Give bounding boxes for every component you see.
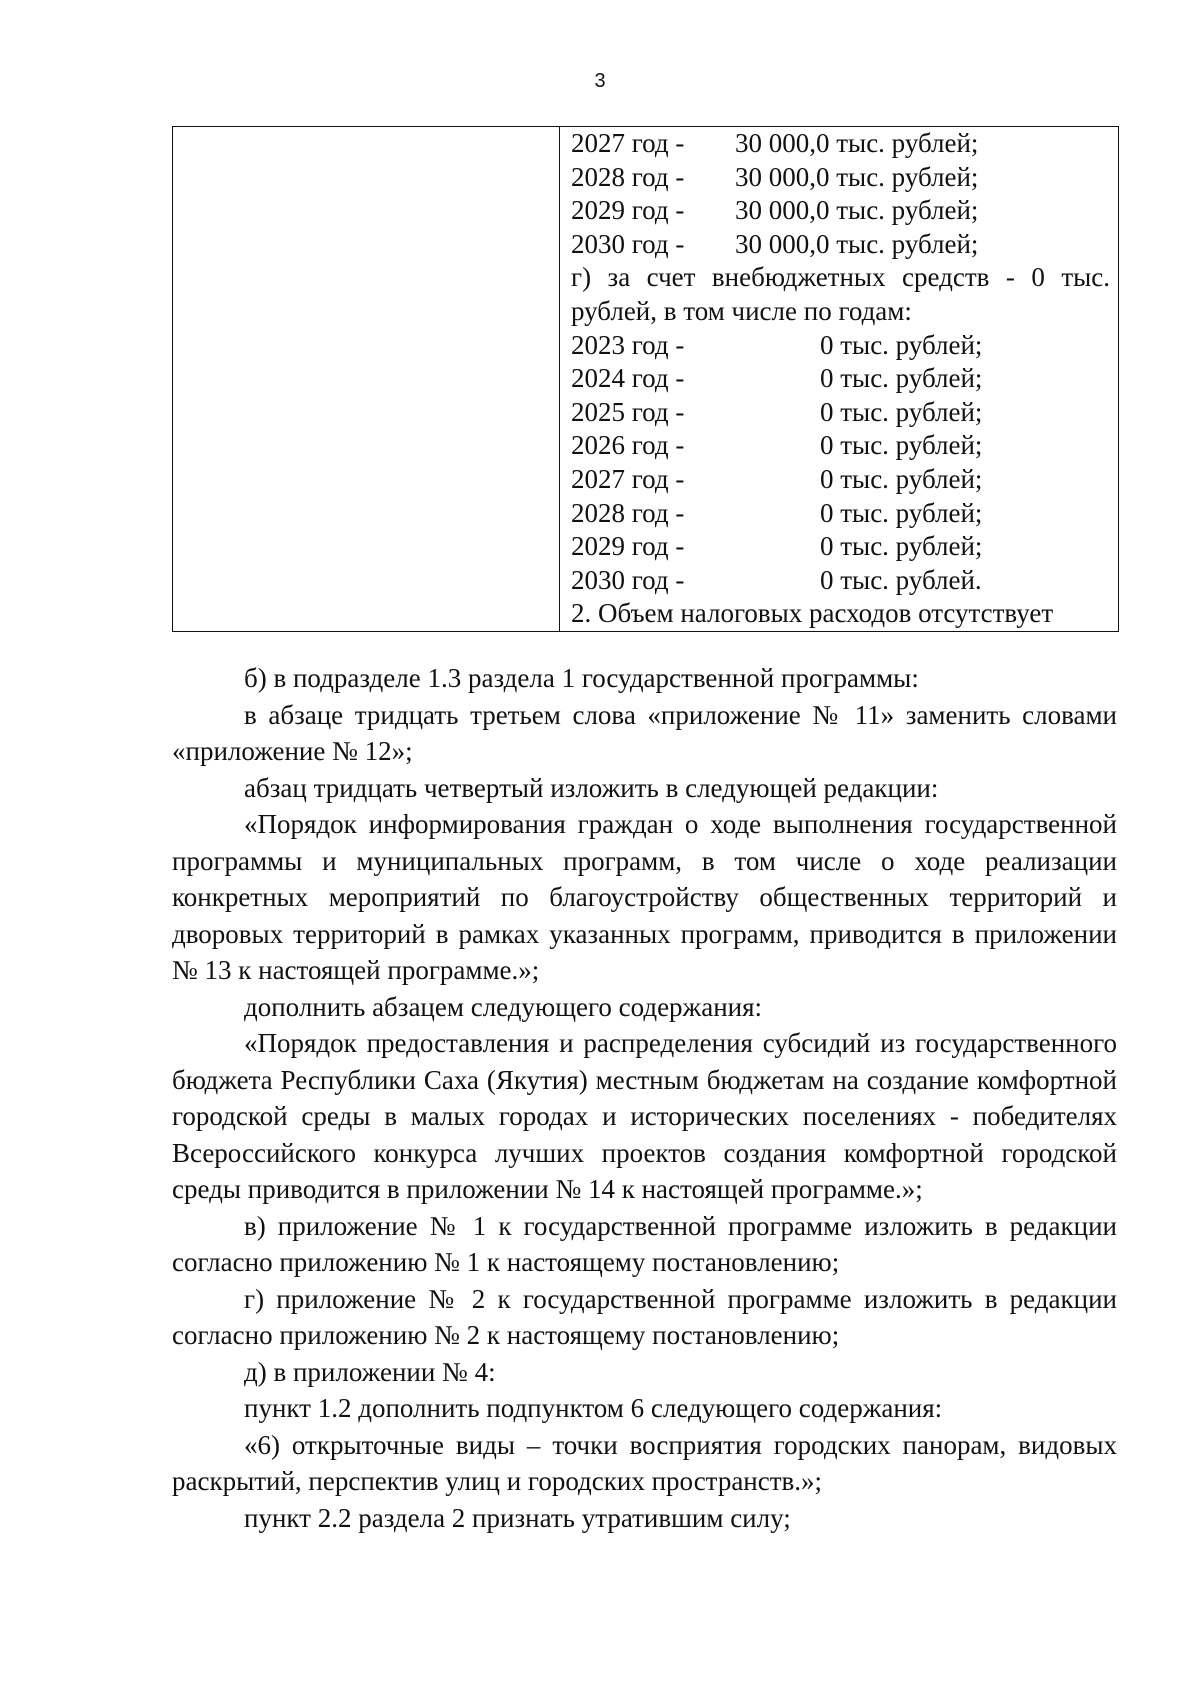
year-amount: 0 тыс. рублей;: [820, 430, 983, 461]
year-label: 2027 год -: [571, 128, 685, 158]
offbudget-year-row: [571, 429, 1110, 463]
year-label: 2030 год -: [571, 228, 685, 259]
paragraph: в) приложение № 1 к государственной программе изложить в редакции согласно приложению № 1 к настоящему постановлению;: [172, 1210, 1117, 1277]
paragraph: «Порядок предоставления и распределения субсидий из государственного бюджета Республики Саха (Якутия) местным бюджетам на создание комфортной городской среды в малых городах и исторических поселениях - победителях Всероссийского конкурса лучших проектов создания комфортной городской среды приводится в приложении № 14 к настоящей программе.»;: [172, 1028, 1117, 1204]
offbudget-heading-line-2: рублей, в том числе по годам:: [571, 295, 912, 326]
year-label: 2027 год -: [571, 463, 685, 494]
paragraph: б) в подразделе 1.3 раздела 1 государственной программы:: [244, 663, 919, 693]
paragraph: в абзаце тридцать третьем слова «приложение № 11» заменить словами «приложение № 12»;: [172, 699, 1117, 766]
tax-expenditure-line: 2. Объем налоговых расходов отсутствует: [571, 598, 1054, 629]
year-label: 2026 год -: [571, 430, 685, 461]
year-label: 2030 год -: [571, 564, 685, 595]
year-label: 2023 год -: [571, 329, 685, 360]
year-label: 2028 год -: [571, 161, 685, 192]
paragraph: абзац тридцать четвертый изложить в следующей редакции:: [244, 772, 939, 803]
table-right-cell: [560, 127, 1119, 632]
year-label: 2028 год -: [571, 497, 685, 528]
offbudget-year-row: [571, 362, 1110, 396]
year-amount: 0 тыс. рублей;: [820, 329, 983, 360]
year-amount: 30 000,0 тыс. рублей;: [735, 161, 979, 192]
year-amount: 0 тыс. рублей;: [820, 363, 983, 394]
year-amount: 0 тыс. рублей;: [820, 396, 983, 427]
table-row: [173, 127, 1119, 632]
offbudget-year-row: [571, 329, 1110, 363]
year-label: 2029 год -: [571, 195, 685, 226]
year-label: 2025 год -: [571, 396, 685, 427]
year-amount: 0 тыс. рублей;: [820, 531, 983, 562]
year-amount: 30 000,0 тыс. рублей;: [735, 128, 979, 158]
paragraph: пункт 1.2 дополнить подпунктом 6 следующего содержания:: [244, 1393, 943, 1423]
page-number: 3: [594, 70, 606, 92]
funding-year-row: [571, 161, 1110, 195]
offbudget-year-row: [571, 463, 1110, 497]
funding-table: [172, 126, 1119, 632]
offbudget-year-row: [571, 530, 1110, 564]
table-left-cell: [173, 127, 560, 632]
paragraph: пункт 2.2 раздела 2 признать утратившим силу;: [244, 1502, 791, 1533]
paragraph: д) в приложении № 4:: [244, 1356, 496, 1387]
year-label: 2029 год -: [571, 531, 685, 562]
year-amount: 0 тыс. рублей.: [820, 564, 982, 595]
funding-year-row: [571, 194, 1110, 228]
funding-year-row: [571, 127, 1110, 161]
paragraph: «Порядок информирования граждан о ходе выполнения государственной программы и муниципальных программ, в том числе о ходе реализации конкретных мероприятий по благоустройству общественных территорий и дворовых территорий в рамках указанных программ, приводится в приложении № 13 к настоящей программе.»;: [172, 809, 1117, 985]
offbudget-year-row: [571, 396, 1110, 430]
funding-year-row: [571, 228, 1110, 262]
year-label: 2024 год -: [571, 363, 685, 394]
year-amount: 0 тыс. рублей;: [820, 497, 983, 528]
year-amount: 30 000,0 тыс. рублей;: [735, 195, 979, 226]
offbudget-year-row: [571, 564, 1110, 598]
paragraph: дополнить абзацем следующего содержания:: [244, 991, 763, 1022]
paragraph: г) приложение № 2 к государственной программе изложить в редакции согласно приложению № 2 к настоящему постановлению;: [172, 1283, 1117, 1350]
document-body: [172, 660, 1117, 1536]
year-amount: 0 тыс. рублей;: [820, 463, 983, 494]
offbudget-heading-line-1: г) за счет внебюджетных средств - 0 тыс.: [571, 262, 1110, 293]
year-amount: 30 000,0 тыс. рублей;: [735, 228, 979, 259]
offbudget-year-row: [571, 497, 1110, 531]
paragraph: «6) открыточные виды – точки восприятия городских панорам, видовых раскрытий, перспектив улиц и городских пространств.»;: [172, 1429, 1117, 1496]
